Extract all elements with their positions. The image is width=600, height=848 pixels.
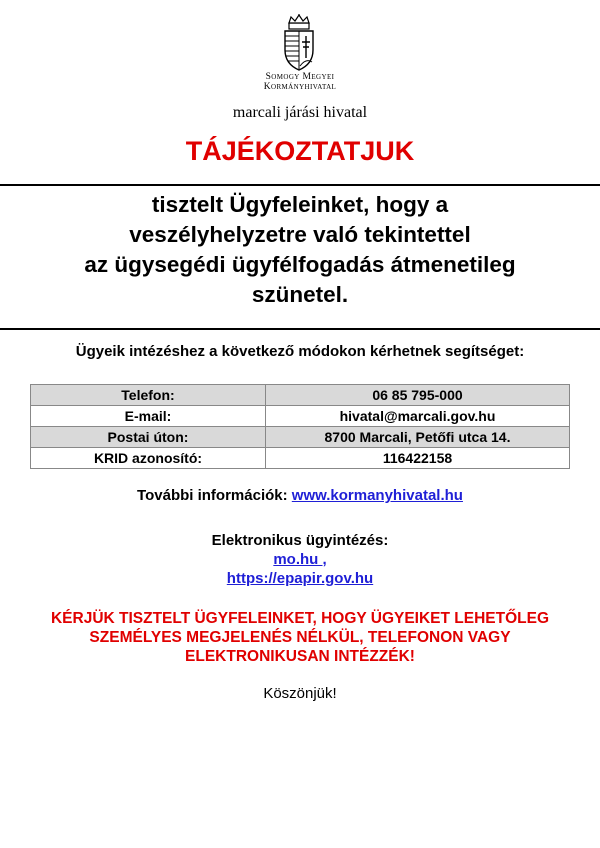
table-row (31, 406, 570, 427)
page-title: TÁJÉKOZTATJUK (185, 136, 415, 166)
table-row (31, 385, 570, 406)
warning-line: KÉRJÜK TISZTELT ÜGYFELEINKET, HOGY ÜGYEIKET LEHETŐLEG (50, 610, 550, 627)
contact-value: hivatal@marcali.gov.hu (266, 406, 570, 427)
announcement-line: veszélyhelyzetre való tekintettel (129, 222, 471, 247)
contact-value: 8700 Marcali, Petőfi utca 14. (266, 427, 570, 448)
contact-label: Postai úton: (31, 427, 266, 448)
kormanyhivatal-link[interactable]: www.kormanyhivatal.hu (291, 487, 463, 504)
top-divider (0, 184, 600, 186)
table-row (31, 448, 570, 469)
table-row (31, 427, 570, 448)
office-name: marcali járási hivatal (232, 104, 368, 121)
coat-of-arms-icon (277, 14, 321, 72)
contact-label: KRID azonosító: (31, 448, 266, 469)
agency-name-line2: Kormányhivatal (263, 82, 337, 92)
mohu-link[interactable]: mo.hu , (273, 551, 327, 568)
more-info (0, 487, 600, 504)
electronic-label: Elektronikus ügyintézés: (211, 532, 389, 549)
contact-value: 116422158 (266, 448, 570, 469)
agency-name-line1: Somogy Megyei (265, 72, 335, 82)
warning-notice (0, 609, 600, 666)
warning-line: ELEKTRONIKUSAN INTÉZZÉK! (185, 648, 415, 665)
announcement-line: szünetel. (251, 282, 349, 307)
warning-line: SZEMÉLYES MEGJELENÉS NÉLKÜL, TELEFONON VAGY (89, 629, 511, 646)
contact-label: E-mail: (31, 406, 266, 427)
announcement (0, 190, 600, 310)
epapir-link[interactable]: https://epapir.gov.hu (226, 570, 374, 587)
announcement-line: tisztelt Ügyfeleinket, hogy a (151, 192, 449, 217)
more-info-label: További információk: (137, 487, 292, 504)
thanks-text: Köszönjük! (263, 685, 337, 702)
announcement-line: az ügysegédi ügyfélfogadás átmenetileg (84, 252, 516, 277)
electronic-services (0, 531, 600, 588)
contact-table (30, 384, 570, 469)
bottom-divider (0, 328, 600, 330)
contact-value: 06 85 795-000 (266, 385, 570, 406)
help-text: Ügyeik intézéshez a következő módokon kérhetnek segítséget: (75, 343, 525, 360)
contact-label: Telefon: (31, 385, 266, 406)
